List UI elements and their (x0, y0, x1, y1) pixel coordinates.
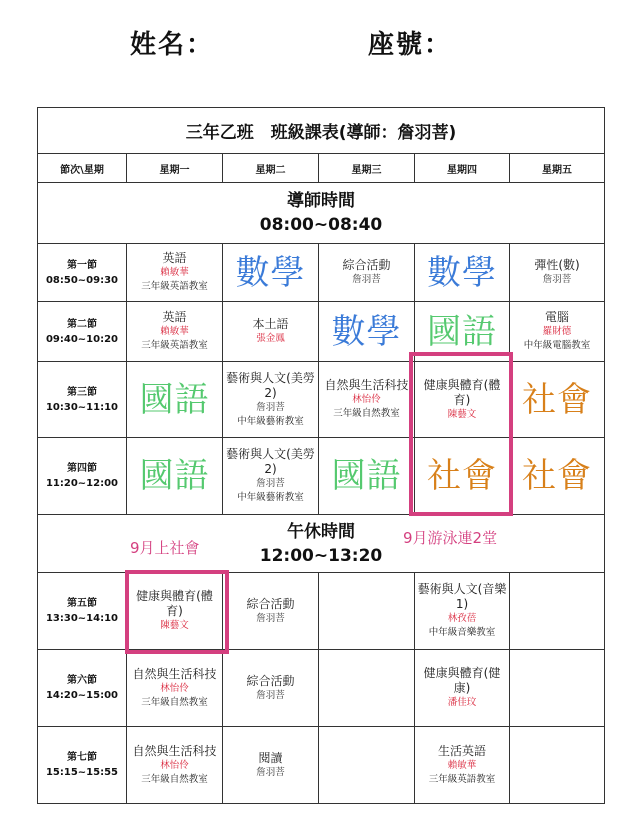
teacher-name: 詹羽菩 (256, 689, 285, 701)
class-cell (319, 438, 415, 515)
subject-name: 健康與體育(體育) (423, 377, 501, 407)
period-row (38, 302, 605, 362)
period-time: 08:50~09:30 (45, 274, 119, 286)
subject-name: 綜合活動 (342, 258, 391, 272)
class-cell (510, 438, 605, 515)
teacher-name: 詹羽菩 (542, 274, 572, 285)
highlight-box-pe (125, 570, 229, 654)
classroom-name: 中年級音樂教室 (428, 627, 496, 638)
teacher-name: 賴敏華 (160, 267, 189, 278)
class-cell-empty (510, 650, 605, 727)
subject-name: 自然與生活科技 (324, 378, 409, 392)
class-cell (415, 244, 510, 302)
class-cell (223, 362, 319, 438)
subject-name: 健康與體育(體育) (136, 589, 213, 618)
subject-name: 綜合活動 (246, 596, 295, 611)
subject-name: 自然與生活科技 (132, 666, 217, 681)
period-time: 09:40~10:20 (45, 333, 119, 345)
period-name: 第五節 (67, 598, 97, 609)
teacher-name: 詹羽菩 (256, 612, 285, 624)
period-label (38, 438, 127, 515)
class-cell (223, 650, 319, 727)
teacher-name: 詹羽菩 (352, 274, 381, 285)
period-row (38, 244, 605, 302)
period-time: 15:15~15:55 (45, 767, 119, 778)
class-cell-empty (510, 573, 605, 650)
period-time: 11:20~12:00 (45, 478, 119, 489)
class-cell (319, 362, 415, 438)
period-row (38, 362, 605, 438)
period-time: 14:20~15:00 (45, 690, 119, 701)
subject-large: 國語 (331, 456, 402, 496)
subject-large: 社會 (522, 379, 592, 420)
teacher-name: 林孜蓓 (447, 613, 477, 624)
class-cell (223, 244, 319, 302)
teacher-name: 詹羽菩 (256, 401, 285, 413)
column-header: 星期四 (415, 154, 510, 183)
column-header: 星期三 (319, 154, 415, 183)
column-header: 星期五 (510, 154, 605, 183)
classroom-name: 三年級自然教室 (141, 773, 208, 785)
timetable-title: 三年乙班 班級課表(導師：詹羽菩) (38, 108, 605, 154)
teacher-name: 賴敏華 (160, 326, 189, 337)
class-cell (127, 362, 223, 438)
class-cell (415, 650, 510, 727)
name-label: 姓名： (130, 30, 215, 60)
timetable (37, 107, 605, 804)
subject-name: 電腦 (545, 310, 570, 324)
classroom-name: 三年級自然教室 (141, 696, 208, 708)
class-cell (223, 727, 319, 804)
subject-name: 藝術與人文(音樂1) (417, 582, 507, 611)
period-name: 第七節 (67, 752, 97, 763)
subject-name: 自然與生活科技 (132, 743, 217, 758)
period-row (38, 438, 605, 515)
period-name: 第一節 (67, 259, 97, 271)
period-row (38, 573, 605, 650)
homeroom-time: 08:00~08:40 (259, 215, 383, 235)
annotation-note-social: 9月上社會 (130, 539, 200, 557)
column-header: 星期二 (223, 154, 319, 183)
highlight-box-swimming (409, 352, 513, 516)
seat-number-label: 座號： (368, 30, 453, 60)
teacher-name: 陳藝文 (447, 408, 477, 420)
teacher-name: 詹羽菩 (256, 766, 285, 778)
homeroom-row (38, 183, 605, 244)
period-name: 第三節 (67, 386, 97, 398)
lunch-row (38, 515, 605, 573)
class-cell (415, 573, 510, 650)
teacher-name: 羅財德 (542, 326, 572, 337)
teacher-name: 林怡伶 (352, 394, 381, 405)
column-header: 節次\星期 (38, 154, 127, 183)
class-cell (319, 302, 415, 362)
class-cell (510, 244, 605, 302)
class-cell (510, 362, 605, 438)
period-label (38, 244, 127, 302)
teacher-name: 詹羽菩 (256, 478, 285, 489)
teacher-name: 張金鳳 (256, 333, 285, 344)
subject-large: 國語 (139, 456, 210, 496)
subject-large: 國語 (427, 311, 497, 352)
homeroom-title: 導師時間 (287, 191, 355, 211)
class-cell (319, 244, 415, 302)
classroom-name: 三年級英語教室 (141, 281, 208, 292)
teacher-name: 潘佳玟 (447, 697, 477, 708)
class-cell (510, 302, 605, 362)
period-row (38, 650, 605, 727)
period-label (38, 650, 127, 727)
classroom-name: 中年級藝術教室 (237, 492, 304, 503)
teacher-name: 陳藝文 (160, 620, 189, 631)
period-row (38, 727, 605, 804)
class-cell (223, 302, 319, 362)
column-header-row (38, 154, 605, 183)
class-cell (127, 650, 223, 727)
period-name: 第二節 (67, 318, 97, 330)
classroom-name: 中年級藝術教室 (237, 415, 304, 427)
classroom-name: 三年級英語教室 (428, 773, 496, 785)
period-name: 第六節 (67, 675, 97, 686)
lunch-title: 午休時間 (287, 521, 355, 542)
class-cell (127, 244, 223, 302)
classroom-name: 三年級英語教室 (141, 340, 208, 351)
class-cell-empty (510, 727, 605, 804)
class-cell (415, 727, 510, 804)
period-label (38, 727, 127, 804)
classroom-name: 中年級電腦教室 (523, 340, 591, 351)
subject-large: 數學 (427, 252, 497, 293)
teacher-name: 林怡伶 (160, 682, 189, 694)
class-cell-empty (319, 573, 415, 650)
subject-name: 綜合活動 (246, 673, 295, 688)
period-label (38, 302, 127, 362)
subject-large: 社會 (522, 456, 592, 496)
subject-name: 英語 (162, 251, 187, 265)
class-cell (127, 302, 223, 362)
subject-name: 生活英語 (437, 743, 486, 758)
subject-name: 閱讀 (258, 750, 283, 765)
period-name: 第四節 (67, 463, 97, 474)
period-time: 13:30~14:10 (45, 613, 119, 624)
subject-name: 彈性(數) (534, 258, 580, 272)
class-cell (127, 727, 223, 804)
period-label (38, 362, 127, 438)
class-cell (223, 573, 319, 650)
subject-large: 社會 (427, 456, 497, 496)
subject-name: 健康與體育(健康) (423, 666, 501, 695)
period-label (38, 573, 127, 650)
subject-name: 藝術與人文(美勞2) (226, 370, 315, 400)
column-header: 星期一 (127, 154, 223, 183)
subject-name: 英語 (162, 310, 187, 324)
class-cell (127, 438, 223, 515)
subject-large: 數學 (331, 311, 402, 352)
period-time: 10:30~11:10 (45, 401, 119, 413)
subject-large: 數學 (235, 252, 306, 293)
teacher-name: 林怡伶 (160, 759, 189, 771)
classroom-name: 三年級自然教室 (333, 408, 400, 419)
subject-large: 國語 (139, 379, 210, 420)
class-cell-empty (319, 650, 415, 727)
subject-name: 藝術與人文(美勞2) (226, 447, 315, 476)
annotation-note-swimming: 9月游泳連2堂 (403, 529, 498, 547)
subject-name: 本土語 (252, 317, 289, 331)
teacher-name: 賴敏華 (447, 759, 477, 771)
class-cell (223, 438, 319, 515)
class-cell-empty (319, 727, 415, 804)
lunch-time: 12:00~13:20 (259, 545, 383, 566)
